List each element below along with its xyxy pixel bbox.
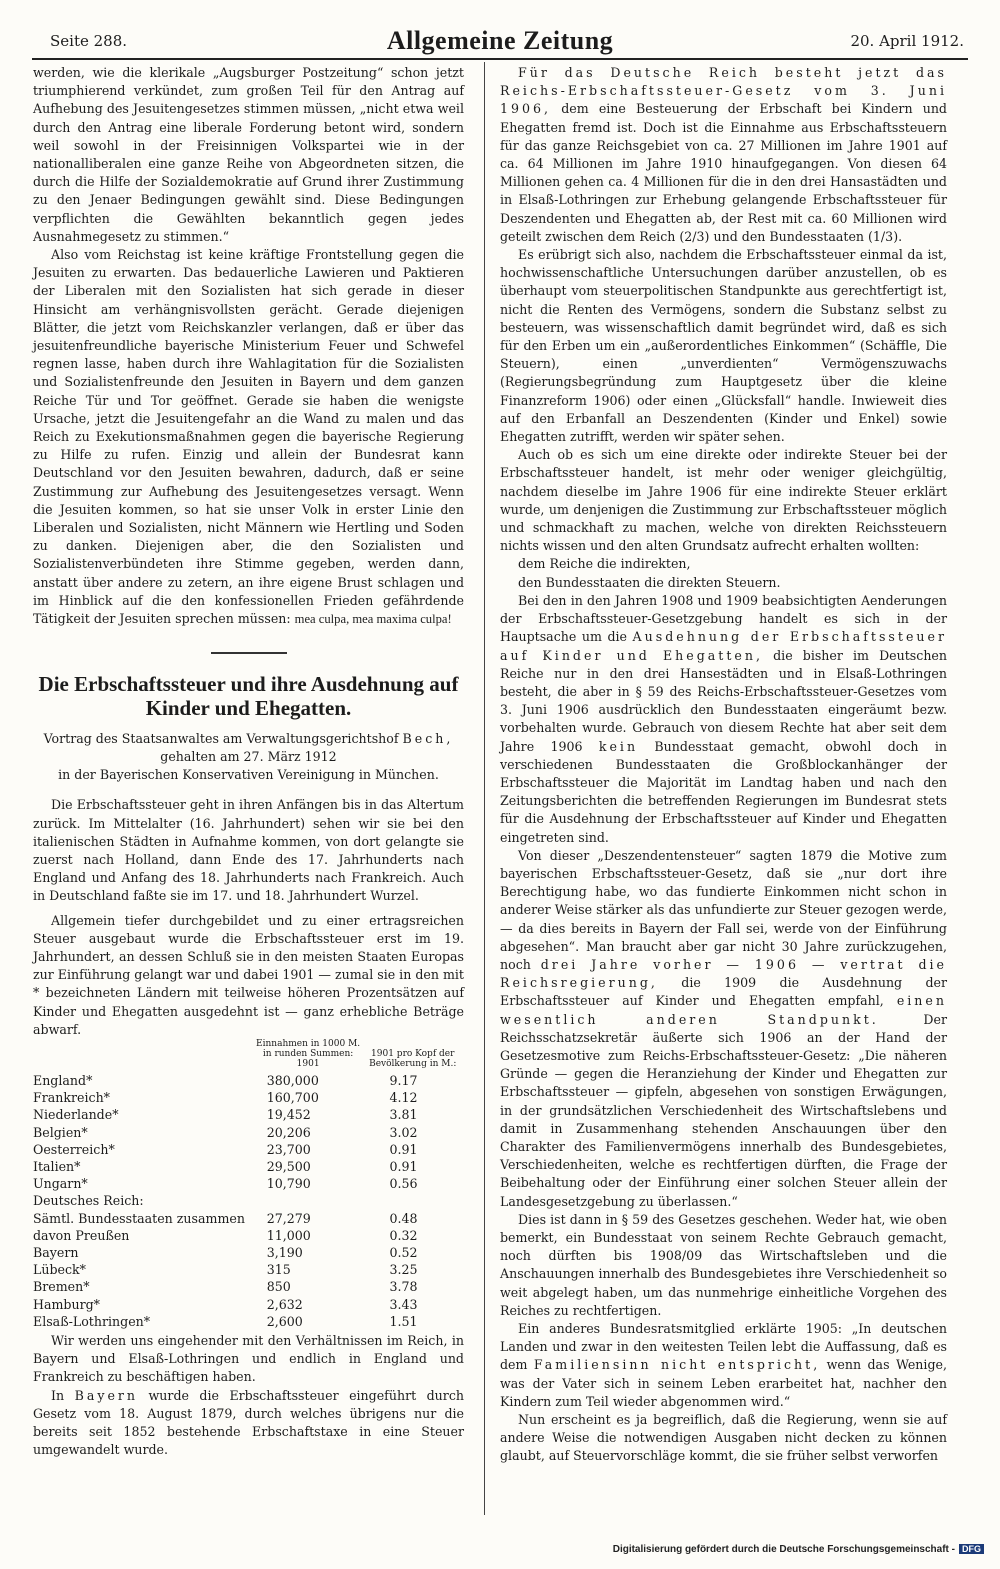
table-row xyxy=(33,1313,464,1330)
table-group-row: Deutsches Reich: xyxy=(33,1193,144,1209)
table-row xyxy=(33,1210,464,1227)
page-number: Seite 288. xyxy=(50,32,128,50)
table-row xyxy=(33,1175,464,1192)
digitization-footer: Digitalisierung gefördert durch die Deutsche Forschungsgemeinschaft - DFG xyxy=(613,1544,984,1555)
table-cell-revenue: 27,279 xyxy=(266,1210,311,1226)
paragraph: In Bayern wurde die Erbschaftssteuer eingeführt durch Gesetz vom 18. August 1879, durch welches übrigens nur die bereits seit 1852 bestehende Erbschaftstaxe in eine Steuer umgewandelt wurde. xyxy=(33,1387,464,1458)
paragraph: Allgemein tiefer durchgebildet und zu einer ertragsreichen Steuer ausgebaut wurde die Erbschaftssteuer erst im 19. Jahrhundert, an dessen Schluß sie in den meisten Staaten Europas zur Einführung gelangt war und dabei 1901 — zumal sie in den mit * bezeichneten Ländern mit teilweise höheren Prozentsätzen auf Kinder und Ehegatten ausgedehnt ist — ganz erhebliche Beträge abwarf. xyxy=(33,912,464,1037)
table-cell-per-capita: 4.12 xyxy=(389,1090,418,1106)
table-row xyxy=(33,1296,464,1313)
table-cell-per-capita: 9.17 xyxy=(389,1072,418,1088)
section-separator xyxy=(211,652,287,654)
table-cell-per-capita: 3.81 xyxy=(389,1107,418,1123)
table-cell-revenue: 29,500 xyxy=(266,1158,311,1174)
table-cell-country: Hamburg* xyxy=(33,1296,100,1312)
table-row xyxy=(33,1158,464,1175)
article-title: Die Erbschaftssteuer und ihre Ausdehnung auf Kinder und Ehegatten. xyxy=(38,672,459,721)
column-divider xyxy=(484,62,485,1515)
paragraph: Von dieser „Deszendentensteuer“ sagten 1879 die Motive zum bayerischen Erbschaftssteuer-Gesetz, daß sie „nur dort ihre Berechtigung habe, wo das fundierte Einkommen nicht schon in anderer Weise stärker als das unfundierte zur Steuer gezogen werde, — da dies bereits in Bayern der Fall sei, werde von der Einführung abgesehen“. Man braucht aber gar nicht 30 Jahre zurückzugehen, noch drei Jahre vorher — 1906 — vertrat die Reichsregierung, die 1909 die Ausdehnung der Erbschaftssteuer auf Kinder und Ehegatten empfahl, einen wesentlich anderen Standpunkt. Der Reichsschatzsekretär äußerte sich 1906 an der Hand der Gesetzesmotive zum Reichs-Erbschaftssteuer-Gesetz: „Die näheren Gründe — gegen die Heranziehung der Kinder und Ehegatten zur Erbschaftssteuer — gipfeln, abgesehen von sonstigen Erwägungen, in der grundsätzlichen Verschiedenheit des Wirtschaftslebens und damit in Zusammenhang stehenden Anschauungen über den Charakter des Familienvermögens innerhalb des Bundesgebietes, Verschiedenheiten, welche es rechtfertigen dürften, die Frage der Beibehaltung oder der Einführung einer solchen Steuer allein der Landesgesetzgebung zu überlassen.“ xyxy=(500,847,947,1209)
paragraph: Auch ob es sich um eine direkte oder indirekte Steuer bei der Erbschaftssteuer handelt, ist mehr oder weniger gleichgültig, nachdem dieselbe im Jahre 1906 für eine indirekte Steuer erklärt wurde, um denjenigen die Zustimmung zur Erbschaftssteuer möglich und schmackhaft zu machen, welche von direkten Reichssteuern nichts wissen und den alten Grundsatz aufrecht erhalten wollten: xyxy=(500,447,947,554)
table-cell-per-capita: 3.43 xyxy=(389,1296,418,1312)
table-cell-per-capita: 0.32 xyxy=(389,1227,418,1243)
table-cell-revenue: 20,206 xyxy=(266,1124,311,1140)
table-cell-revenue: 850 xyxy=(266,1279,291,1295)
table-cell-per-capita: 0.56 xyxy=(389,1176,418,1192)
table-cell-per-capita: 3.78 xyxy=(389,1279,418,1295)
table-header-per-capita: 1901 pro Kopf der Bevölkerung in M.: xyxy=(369,1048,457,1069)
issue-date: 20. April 1912. xyxy=(850,32,964,50)
table-cell-country: Ungarn* xyxy=(33,1176,88,1192)
table-row xyxy=(33,1072,464,1089)
paragraph: Die Erbschaftssteuer geht in ihren Anfängen bis in das Altertum zurück. Im Mittelalter (16. Jahrhundert) sehen wir sie bei den italienischen Städten in Aufnahme kommen, von dort gelangte sie zuerst nach Holland, dann Ende des 17. Jahrhunderts nach England und Anfang des 18. Jahrhunderts nach Frankreich. Auch in Deutschland faßte sie im 17. und 18. Jahrhundert Wurzel. xyxy=(33,797,464,904)
table-row xyxy=(33,1141,464,1158)
table-cell-country: England* xyxy=(33,1072,93,1088)
table-cell-country: Belgien* xyxy=(33,1124,88,1140)
dfg-logo: DFG xyxy=(959,1544,984,1554)
table-cell-per-capita: 1.51 xyxy=(389,1313,418,1329)
table-row xyxy=(33,1278,464,1295)
table-cell-revenue: 11,000 xyxy=(266,1227,311,1243)
list-item: dem Reiche die indirekten, xyxy=(518,556,691,572)
table-row xyxy=(33,1106,464,1123)
table-cell-country: Niederlande* xyxy=(33,1107,119,1123)
article-subtitle: Vortrag des Staatsanwaltes am Verwaltungsgerichtshof Bech, gehalten am 27. März 1912 in der Bayerischen Konservativen Vereinigung in München. xyxy=(43,731,454,783)
table-header-revenue: Einnahmen in 1000 M. in runden Summen: 1901 xyxy=(256,1038,361,1069)
table-cell-revenue: 2,600 xyxy=(266,1313,303,1329)
table-cell-revenue: 315 xyxy=(266,1262,291,1278)
table-cell-per-capita: 0.52 xyxy=(389,1244,418,1260)
table-cell-per-capita: 0.91 xyxy=(389,1158,418,1174)
list-item: den Bundesstaaten die direkten Steuern. xyxy=(518,574,781,590)
table-cell-country: Oesterreich* xyxy=(33,1141,115,1157)
table-cell-country: Italien* xyxy=(33,1158,81,1174)
paragraph: Bei den in den Jahren 1908 und 1909 beabsichtigten Aenderungen der Erbschaftssteuer-Gesetzgebung handelt es sich in der Hauptsache um die Ausdehnung der Erbschaftssteuer auf Kinder und Ehegatten, die bisher im Deutschen Reiche nur in den drei Hansestädten und in Elsaß-Lothringen besteht, die aber in § 59 des Reichs-Erbschaftssteuer-Gesetzes vom 3. Juni 1906 ausdrücklich den Bundesstaaten eingeräumt bezw. vorbehalten wurde. Gebrauch von diesem Rechte hat aber seit dem Jahre 1906 kein Bundesstaat gemacht, obwohl doch in verschiedenen Bundesstaaten die Großblockanhänger der Erbschaftssteuer die Majorität im Landtag haben und nach den Zeitungsberichten die betreffenden Regierungen im Bundesrat stets für die Ausdehnung der Erbschaftssteuer auf Kinder und Ehegatten eingetreten sind. xyxy=(500,592,947,845)
table-cell-country: Bremen* xyxy=(33,1279,90,1295)
table-cell-per-capita: 0.48 xyxy=(389,1210,418,1226)
table-cell-revenue: 160,700 xyxy=(266,1090,319,1106)
table-cell-country: Elsaß-Lothringen* xyxy=(33,1313,151,1329)
table-cell-revenue: 3,190 xyxy=(266,1244,303,1260)
author-name: Bech, xyxy=(402,731,454,747)
left-column xyxy=(33,64,464,1459)
spaced-emphasis: Für das Deutsche Reich besteht jetzt das Reichs-Erbschaftssteuer-Gesetz vom 3. Juni 1906, xyxy=(500,65,947,117)
table-cell-per-capita: 3.25 xyxy=(389,1262,418,1278)
paragraph: Dies ist dann in § 59 des Gesetzes geschehen. Weder hat, wie oben bemerkt, ein Bundesstaat von seinem Rechte Gebrauch gemacht, noch dürften bis 1908/09 das Wirtschaftsleben und die Anschauungen innerhalb des Bundesgebietes ihre Verschiedenheit so weit abgelegt haben, um das nunmehrige einheitliche Vorgehen des Reiches zu rechtfertigen. xyxy=(500,1211,947,1318)
table-row xyxy=(33,1124,464,1141)
paragraph: Also vom Reichstag ist keine kräftige Frontstellung gegen die Jesuiten zu erwarten. Das bedauerliche Lawieren und Paktieren der Liberalen mit den Sozialisten hat sich gerade in dieser Hinsicht am verhängnisvollsten gerächt. Gerade diejenigen Blätter, die jetzt vom Reichskanzler verlangen, daß er über das jesuitenfreundliche bayerische Ministerium Feuer und Schwefel regnen lasse, haben durch ihre Wahlagitation für die Sozialisten und Sozialistenfreunde den Jesuiten in Bayern und dem ganzen Reiche Tür und Tor geöffnet. Gerade sie haben die wenigste Ursache, jetzt die Jesuitengefahr an die Wand zu malen und das Reich zu Exekutionsmaßnahmen gegen die bayerische Regierung zu Hilfe zu rufen. Einzig und allein der Bundesrat kann Deutschland vor den Jesuiten bewahren, dadurch, daß er seine Zustimmung zur Aufhebung des Jesuitengesetzes versagt. Wenn die Jesuiten kommen, so hat sie unser Volk in erster Linie den Liberalen und Sozialisten, nicht Männern wie Hertling und Soden zu danken. Diejenigen aber, die den Sozialisten und Sozialistenverbündeten ihre Stimme gegeben, werden dann, anstatt über andere zu zetern, an ihre eigene Brust schlagen und im Hinblick auf die den konfessionellen Frieden gefährdende Tätigkeit der Jesuiten sprechen müssen: mea culpa, mea maxima culpa! xyxy=(33,247,464,627)
table-cell-revenue: 380,000 xyxy=(266,1072,319,1088)
paragraph: Für das Deutsche Reich besteht jetzt das Reichs-Erbschaftssteuer-Gesetz vom 3. Juni 1906, dem eine Besteuerung der Erbschaft bei Kindern und Ehegatten fremd ist. Doch ist die Einnahme aus Erbschaftssteuern für das ganze Reichsgebiet von ca. 27 Millionen im Jahre 1901 auf ca. 64 Millionen im Jahre 1910 hinaufgegangen. Von diesen 64 Millionen gehen ca. 4 Millionen für die in den drei Hansastädten und in Elsaß-Lothringen zur Erhebung gelangende Erbschaftssteuer für Deszendenten und Ehegatten ab, der Rest mit ca. 60 Millionen wird geteilt zwischen dem Reich (2/3) und den Bundesstaaten (1/3). xyxy=(500,65,947,244)
table-cell-per-capita: 0.91 xyxy=(389,1141,418,1157)
table-cell-country: Frankreich* xyxy=(33,1090,110,1106)
paragraph: werden, wie die klerikale „Augsburger Postzeitung“ schon jetzt triumphierend verkündet, zum großen Teil für den Antrag auf Aufhebung des Jesuitengesetzes stimmen müssen, „nicht etwa weil durch den Antrag eine liberale Forderung betont wird, sondern weil sowohl in der Freisinnigen Volkspartei wie in der nationalliberalen eine ganze Reihe von Abgeordneten sitzen, die durch die Hilfe der Sozialdemokratie auf Grund ihrer Zustimmung zu den Jenaer Bedingungen gewählt sind. Diese Bedingungen verpflichten die Gewählten bekanntlich gegen jedes Ausnahmegesetz zu stimmen.“ xyxy=(33,65,464,244)
paragraph: Nun erscheint es ja begreiflich, daß die Regierung, wenn sie auf andere Weise die notwendigen Ausgaben nicht decken zu können glaubt, auf Steuervorschläge kommt, die sie früher selbst verworfen xyxy=(500,1412,947,1464)
table-cell-revenue: 19,452 xyxy=(266,1107,311,1123)
header-rule xyxy=(32,58,968,60)
revenue-table xyxy=(33,1039,464,1330)
table-cell-revenue: 2,632 xyxy=(266,1296,303,1312)
table-cell-country: davon Preußen xyxy=(33,1227,130,1243)
table-row xyxy=(33,1089,464,1106)
table-cell-country: Sämtl. Bundesstaaten zusammen xyxy=(33,1210,245,1226)
table-cell-country: Lübeck* xyxy=(33,1262,86,1278)
table-row xyxy=(33,1244,464,1261)
table-cell-per-capita: 3.02 xyxy=(389,1124,418,1140)
paragraph: Wir werden uns eingehender mit den Verhältnissen im Reich, in Bayern und Elsaß-Lothringen und endlich in England und Frankreich zu beschäftigen haben. xyxy=(33,1332,464,1385)
table-row xyxy=(33,1227,464,1244)
table-cell-revenue: 10,790 xyxy=(266,1176,311,1192)
page-header xyxy=(34,26,966,56)
paragraph: Ein anderes Bundesratsmitglied erklärte 1905: „In deutschen Landen und zwar in den weitesten Teilen lebt die Auffassung, daß es dem Familiensinn nicht entspricht, wenn das Wenige, was der Vater sich in seinem Leben erarbeitet hat, nachher den Kindern zum Teil wieder abgenommen wird.“ xyxy=(500,1321,947,1409)
right-column xyxy=(500,64,947,1466)
paragraph: Es erübrigt sich also, nachdem die Erbschaftssteuer einmal da ist, hochwissenschaftliche Untersuchungen darüber anzustellen, ob es überhaupt vom steuerpolitischen Standpunkte aus gerechtfertigt ist, nicht die Renten des Vermögens, sondern die Substanz selbst zu besteuern, was wissenschaftlich damit begründet wird, daß es sich für den Erben um ein „außerordentliches Einkommen“ (Schäffle, Die Steuern), einen „unverdienten“ Vermögenszuwachs (Regierungsbegründung zum Hauptgesetz über die kleine Finanzreform 1906) oder einen „Glücksfall“ handle. Inwieweit dies auf den Erbanfall an Deszendenten (Kinder und Enkel) sowie Ehegatten zutrifft, werden wir später sehen. xyxy=(500,247,947,445)
table-cell-revenue: 23,700 xyxy=(266,1141,311,1157)
table-cell-country: Bayern xyxy=(33,1244,79,1260)
latin-quote: mea culpa, mea maxima culpa! xyxy=(294,612,452,627)
masthead-title: Allgemeine Zeitung xyxy=(386,26,614,55)
table-row xyxy=(33,1261,464,1278)
